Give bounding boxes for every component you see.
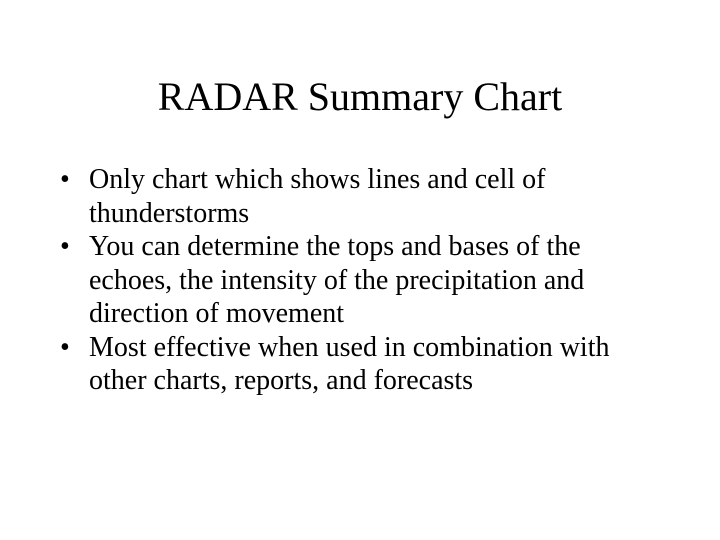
bullet-icon: • bbox=[60, 164, 70, 195]
slide-title: RADAR Summary Chart bbox=[157, 74, 563, 119]
bullet-text: Most effective when used in combination with other charts, reports, and forecasts bbox=[89, 331, 610, 396]
bullet-list bbox=[60, 163, 670, 398]
bullet-text: You can determine the tops and bases of the echoes, the intensity of the precipitation and direction of movement bbox=[89, 231, 585, 329]
bullet-icon: • bbox=[60, 331, 70, 363]
bullet-item bbox=[60, 331, 670, 398]
bullet-item bbox=[60, 230, 670, 331]
bullet-item bbox=[60, 163, 670, 230]
bullet-text: Only chart which shows lines and cell of thunderstorms bbox=[89, 164, 546, 229]
bullet-icon: • bbox=[60, 231, 70, 262]
